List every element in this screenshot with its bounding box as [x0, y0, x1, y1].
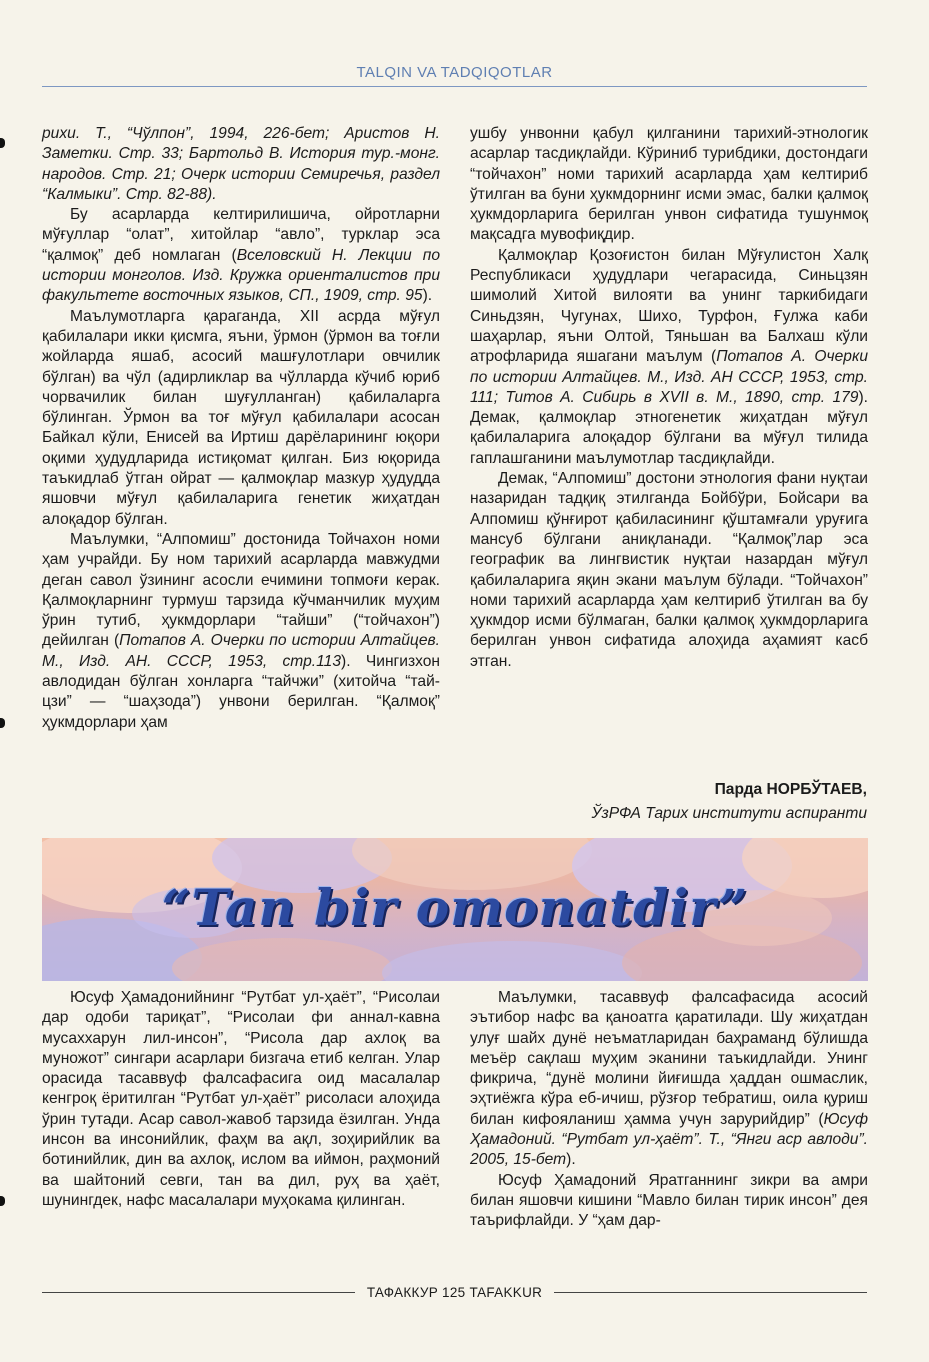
paragraph [470, 988, 868, 1171]
paragraph-tail: ). Демак, қалмоқлар этногенетик жиҳатдан мўғул қабилаларига алоқадор бўлгани ва мўғул тилида гаплашганини маълумотлар тасдиқлайди. [470, 388, 868, 467]
paragraph [42, 307, 440, 530]
citation-text: Потапов А. Очерки по истории Алтайцев. М., Изд. АН СССР, 1953, стр. 111; Титов А. Сибирь в XVII в. М., 1890, стр. 179 [470, 348, 869, 406]
citation-text: Потапов А. Очерки по истории Алтайцев. М., Изд. АН. СССР, 1953, стр.113 [42, 632, 440, 670]
paragraph-text: Демак, “Алпомиш” достони этнология фани нуқтаи назаридан тадқиқ этилганда Бойбўри, Бойсари ва Алпомиш қўнғирот қабиласининг қўштамғали уруғига мансуб бўлгани аниқланади. “Қалмоқ”лар эса географик ва лингвистик нуқтаи назардан мўғул қабилаларига яқин экани маълум бўлади. “Тойчахон” номи тарихий асарларда ҳам келтириб ўтилган ва бу ҳукмдор исми бўлмаган, балки қалмоқ ҳукмдорларига берилган унвон сифатида алоҳида аҳамият касб этган. [470, 470, 868, 670]
paragraph-text: Маълумотларга қараганда, XII асрда мўғул қабилалари икки қисмга, яъни, ўрмон (ўрмон ва тоғли жойларда яшаб, асосий машғулотлари овчилик бўлган) ва чўл (адирликлар ва чўлларда кўчиб юриб чорвачилик билан шуғулланган) қабилаларга бўлинган. Ўрмон ва тоғ мўғул қабилалари асосан Байкал кўли, Енисей ва Иртиш дарёларининг юқори оқими ҳудудларида истиқомат қилган. Биз юқорида таъкидлаб ўтган ойрат — қалмоқлар мазкур ҳудудда яшовчи мўғул қабилаларига генетик жиҳатдан алоқадор бўлган. [42, 307, 440, 528]
citation-text: Юсуф Ҳамадоний. “Рутбат ул-ҳаёт”. Т., “Янги аср авлоди”. 2005, 15-бет [470, 1110, 868, 1169]
paragraph-text: ушбу унвонни қабул қилганини тарихий-этнологик асарлар тасдиқлайди. Кўриниб турибдики, достондаги “тойчахон” номи тарихий асарларда ҳам келтириб ўтилган ва буни ҳукмдорнинг исми эмас, балки қалмоқ ҳукмдорларига берилган унвон сифатида тушунмоқ мақсадга мувофиқдир. [470, 125, 868, 244]
footer-rule-left [42, 1292, 355, 1293]
paragraph [470, 469, 868, 672]
header-divider [42, 86, 867, 87]
article1-column-left [42, 124, 440, 733]
author-name: Парда НОРБЎТАЕВ, [714, 781, 867, 798]
paragraph [470, 246, 868, 469]
author-block [592, 778, 868, 826]
footer-text: ТАФАККУР 125 TAFAKKUR [366, 1284, 543, 1300]
paragraph [470, 1171, 868, 1232]
binder-hole-mark [0, 1196, 5, 1206]
paragraph [42, 205, 440, 306]
paragraph-text: Маълумки, тасаввуф фалсафасида асосий эътибор нафс ва қаноатга қаратилади. Шу жиҳатдан улуғ шайх дунё неъматларидан баҳраманд бўлишда меъёр сақлаш муҳим эканини таъкидлайди. Унинг фикрича, “дунё молини йиғишда ҳаддан ошмаслик, эҳтиёжга кўра еб-ичиш, рўзғор тебратиш, оила қуриш билан кифояланиш ҳамма учун зарурийдир” ( [470, 989, 868, 1128]
article2-column-left [42, 988, 440, 1211]
paragraph-tail: ). [422, 287, 433, 305]
paragraph-text: Юсуф Ҳамадонийнинг “Рутбат ул-ҳаёт”, “Рисолаи дар одоби тариқат”, “Рисолаи фи аннал-кавна мусаххарун лил-инсон”, “Рисола дар ахлоқ ва муножот” сингари асарлари бизгача етиб келган. Улар орасида тасаввуф фалсафасига оид масалалар кенгроқ ёритилган “Рутбат ул-ҳаёт” рисолаcи алоҳида ўрин тутади. Асар савол-жавоб тарзида ёзилган. Унда инсон ва инсонийлик, фаҳм ва ақл, зоҳирийлик ва ботинийлик, дин ва ахлоқ, ислом ва иймон, раҳмоний ва шайтоний севги, тан ва дил, руҳ ва ҳаёт, шунингдек, нафс масалалари муҳокама қилинган. [42, 989, 440, 1209]
paragraph-text: Қалмоқлар Қозоғистон билан Мўғулистон Халқ Республикаси ҳудудлари чегарасида, Синьцзян шимолий Хитой вилояти ва унинг таркибидаги Синьдзян, Чугунах, Шихо, Турфон, Ғулжа каби шаҳарлар, яъни Олтой, Тяньшан ва Балхаш кўли атрофларида яшагани маълум ( [470, 246, 868, 366]
paragraph-text: Юсуф Ҳамадоний Яратганнинг зикри ва амри билан яшовчи кишини “Мавло билан тирик инсон” дея таърифлайди. У “ҳам дар- [470, 1171, 868, 1230]
section-header: TALQIN VA TADQIQOTLAR [356, 64, 553, 81]
paragraph-text: Бу асарларда келтирилишича, ойротларни мўғуллар “олат”, хитойлар “авло”, турклар эса “қалмоқ” деб номлаган ( [42, 206, 440, 264]
author-affiliation: ЎзРФА Тарих институти аспиранти [591, 805, 867, 822]
binder-hole-mark [0, 138, 5, 148]
paragraph [470, 124, 868, 246]
paragraph-text: Маълумки, “Алпомиш” достонида Тойчахон номи ҳам учрайди. Бу ном тарихий асарларда мавжудми деган савол ўзининг асосли ечимини топмоғи керак. Қалмоқларнинг турмуш тарзида кўчманчилик муҳим ўрин тутиб, ҳукмдорлари “тайши” (“тойчахон”) дейилган ( [42, 530, 440, 650]
paragraph-tail: ). Чингизхон авлодидан бўлган хонларга “тайчжи” (хитойча “тай-цзи” — “шаҳзода”) унвони берилган. “Қалмоқ” ҳукмдорлари ҳам [42, 652, 441, 731]
footer-rule-right [554, 1292, 867, 1293]
article-title-banner [42, 838, 868, 981]
paragraph [42, 124, 440, 205]
article2-column-right [470, 988, 868, 1232]
paragraph-text: рихи. Т., “Чўлпон”, 1994, 226-бет; Аристов Н. Заметки. Стр. 33; Бартольд В. История тур.-монг. народов. Стр. 21; Очерк истории Семиречья, раздел “Калмыки”. Стр. 82-88). [42, 125, 440, 203]
binder-hole-mark [0, 718, 5, 728]
article-title: “Tan bir omonatdir” [161, 878, 749, 937]
article1-column-right [470, 124, 868, 672]
paragraph-tail: ). [566, 1151, 576, 1169]
page-footer [42, 1282, 867, 1302]
paragraph [42, 988, 440, 1211]
citation-text: Вселовский Н. Лекции по истории монголов. Изд. Кружка ориенталистов при факультете восточных языков, СП., 1909, стр. 95 [42, 246, 440, 305]
paragraph [42, 530, 440, 733]
